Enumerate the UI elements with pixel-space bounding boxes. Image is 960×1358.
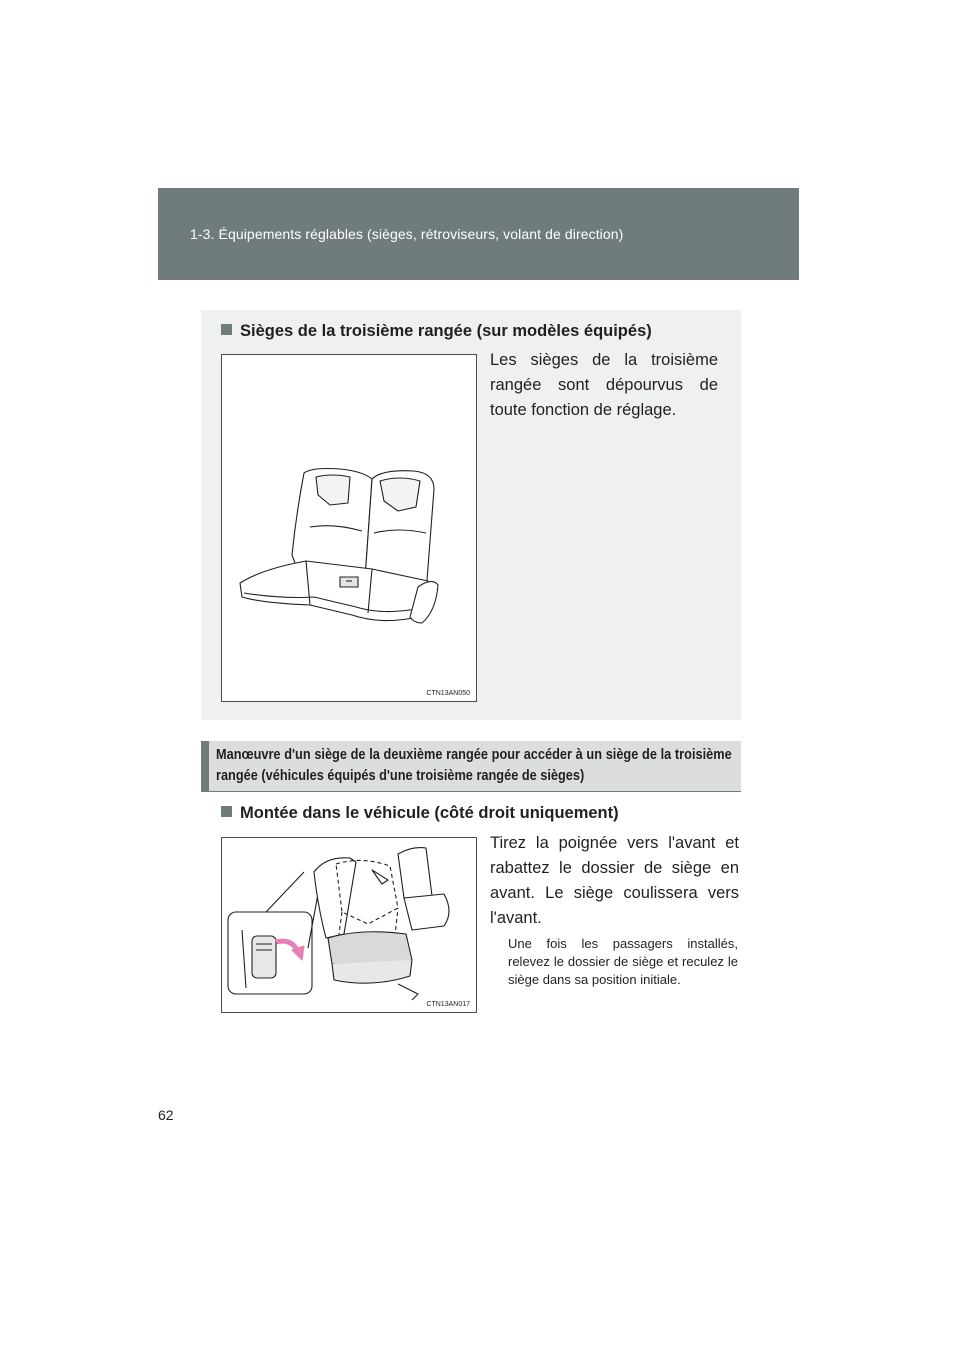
entry-text: Tirez la poignée vers l'avant et rabattez le dossier de siège en avant. Le siège coulissera vers l'avant. — [490, 834, 739, 927]
third-row-box — [201, 310, 741, 720]
figure-code: CTN13AN050 — [426, 690, 470, 697]
section-accent — [201, 741, 209, 791]
figure-code: CTN13AN017 — [426, 1001, 470, 1008]
entry-note: Une fois les passagers installés, relevez le dossier de siège et reculez le siège dans sa position initiale. — [508, 936, 738, 987]
entry-heading — [221, 804, 619, 823]
entry-illustration — [221, 837, 477, 1013]
square-bullet-icon — [221, 806, 232, 817]
seat-tumble-image — [222, 838, 476, 1012]
header-title: 1-3. Équipements réglables (sièges, rétroviseurs, volant de direction) — [190, 226, 624, 242]
square-bullet-icon — [221, 324, 232, 335]
page-header — [158, 188, 799, 280]
third-row-heading — [221, 322, 652, 341]
section-heading-bar — [201, 741, 741, 792]
page-number: 62 — [158, 1107, 174, 1123]
third-row-seat-illustration — [221, 354, 477, 702]
entry-title: Montée dans le véhicule (côté droit uniquement) — [240, 804, 619, 822]
third-row-text: Les sièges de la troisième rangée sont dépourvus de toute fonction de réglage. — [490, 351, 718, 419]
section-title: Manœuvre d'un siège de la deuxième rangée pour accéder à un siège de la troisième rangée (véhicules équipés d'une troisième rangée de sièges) — [216, 747, 732, 784]
third-row-title: Sièges de la troisième rangée (sur modèles équipés) — [240, 322, 652, 340]
rear-bench-seat-image — [222, 355, 476, 701]
